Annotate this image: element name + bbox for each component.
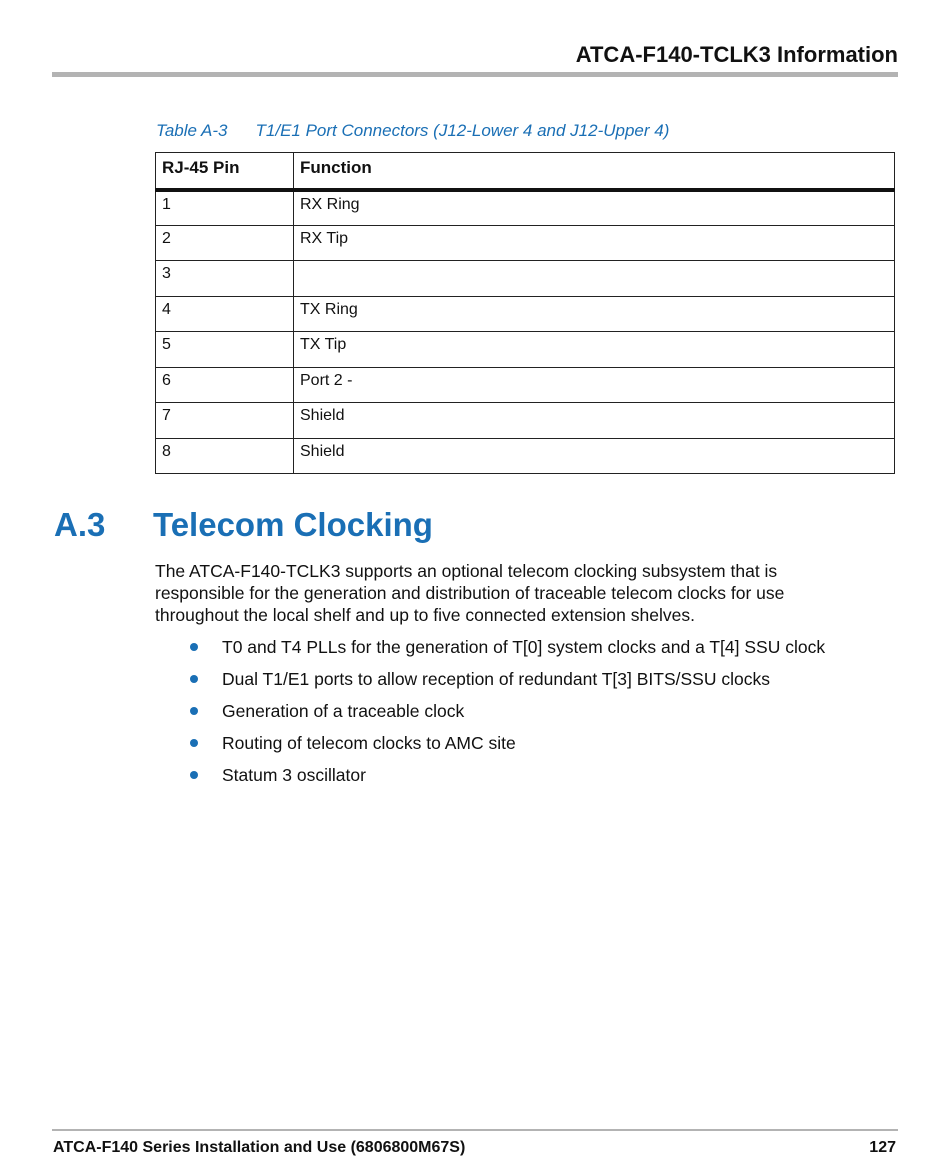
footer-document-title: ATCA-F140 Series Installation and Use (6806800M67S): [53, 1139, 466, 1156]
function-cell: TX Tip: [294, 332, 895, 368]
list-item-text: Dual T1/E1 ports to allow reception of redundant T[3] BITS/SSU clocks: [222, 669, 770, 689]
table-row: [156, 332, 895, 368]
bullet-dot-icon: [190, 675, 198, 683]
table-caption-title: T1/E1 Port Connectors (J12-Lower 4 and J12-Upper 4): [255, 121, 670, 140]
section-number: A.3: [54, 506, 106, 543]
section-title: Telecom Clocking: [153, 506, 433, 543]
function-cell: Shield: [294, 438, 895, 474]
section-body-paragraph: The ATCA-F140-TCLK3 supports an optional telecom clocking subsystem that is responsible for the generation and distribution of traceable telecom clocks for use throughout the local shelf and up to five connected extension shelves.: [155, 561, 785, 625]
feature-list: [155, 636, 885, 796]
function-cell: Port 2 -: [294, 367, 895, 403]
port-connectors-table: [155, 152, 895, 474]
function-cell: TX Ring: [294, 296, 895, 332]
pin-cell: 1: [156, 190, 294, 226]
bullet-dot-icon: [190, 707, 198, 715]
header-title: ATCA-F140-TCLK3 Information: [575, 42, 898, 67]
table-row: [156, 296, 895, 332]
pin-cell: 2: [156, 225, 294, 261]
pin-cell: 6: [156, 367, 294, 403]
function-cell: RX Tip: [294, 225, 895, 261]
function-cell: [294, 261, 895, 297]
list-item-text: Routing of telecom clocks to AMC site: [222, 733, 516, 753]
bullet-dot-icon: [190, 643, 198, 651]
table-header-row: [156, 153, 895, 190]
footer-page-number: 127: [869, 1139, 896, 1156]
table-caption-label: Table A-3: [156, 121, 228, 140]
bullet-dot-icon: [190, 771, 198, 779]
table-row: [156, 190, 895, 226]
pin-cell: 4: [156, 296, 294, 332]
table-row: [156, 403, 895, 439]
list-item: [155, 764, 885, 796]
table-caption: [156, 121, 669, 141]
table-row: [156, 225, 895, 261]
list-item: [155, 636, 885, 668]
list-item-text: Generation of a traceable clock: [222, 701, 465, 721]
pin-cell: 3: [156, 261, 294, 297]
function-cell: RX Ring: [294, 190, 895, 226]
pin-cell: 7: [156, 403, 294, 439]
list-item-text: Statum 3 oscillator: [222, 765, 366, 785]
list-item: [155, 732, 885, 764]
pin-cell: 8: [156, 438, 294, 474]
column-header-function: Function: [294, 153, 895, 190]
bullet-dot-icon: [190, 739, 198, 747]
footer-rule: [52, 1129, 898, 1131]
column-header-pin: RJ-45 Pin: [156, 153, 294, 190]
table-row: [156, 367, 895, 403]
pin-cell: 5: [156, 332, 294, 368]
table-row: [156, 261, 895, 297]
header-rule: [52, 72, 898, 77]
list-item: [155, 668, 885, 700]
list-item: [155, 700, 885, 732]
table-row: [156, 438, 895, 474]
list-item-text: T0 and T4 PLLs for the generation of T[0] system clocks and a T[4] SSU clock: [222, 637, 826, 657]
function-cell: Shield: [294, 403, 895, 439]
